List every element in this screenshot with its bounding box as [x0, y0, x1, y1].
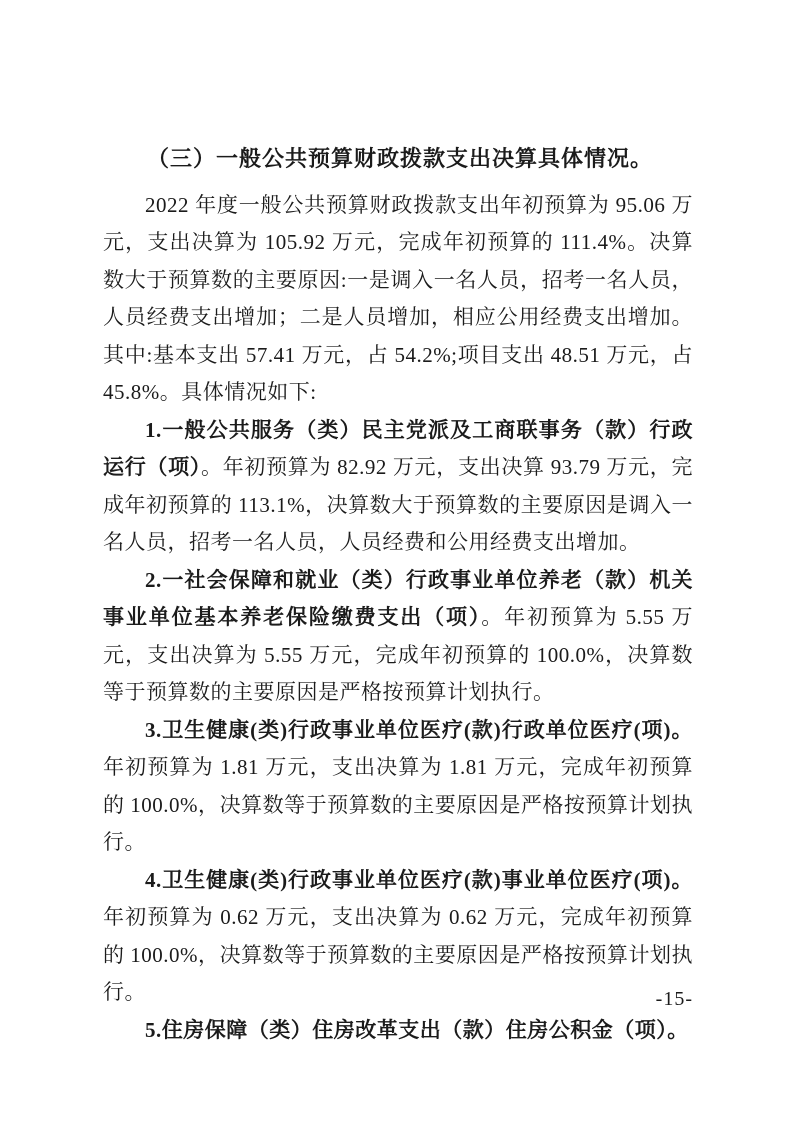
item-number: 3.: [145, 717, 162, 742]
item-title: 一般公共服务（类）民主党派及工商联事务（款）行政运行（项）: [103, 417, 693, 479]
intro-paragraph: 2022 年度一般公共预算财政拨款支出年初预算为 95.06 万元，支出决算为 105.92 万元，完成年初预算的 111.4%。决算数大于预算数的主要原因:一是调入一名人员，招考一名人员，人员经费支出增加；二是人员增加，相应公用经费支出增加。其中:基本支出 57.41 万元，占 54.2%;项目支出 48.51 万元，占 45.8%。具体情况如下:: [103, 192, 693, 404]
item-body: 年初预算为 0.62 万元，支出决算为 0.62 万元，完成年初预算的 100.0%，决算数等于预算数的主要原因是严格按预算计划执行。: [103, 905, 693, 1004]
item-body: 年初预算为 1.81 万元，支出决算为 1.81 万元，完成年初预算的 100.0%，决算数等于预算数的主要原因是严格按预算计划执行。: [103, 755, 693, 854]
item-title: 住房保障（类）住房改革支出（款）住房公积金（项）。: [161, 1017, 689, 1042]
item-title: 卫生健康(类)行政事业单位医疗(款)事业单位医疗(项)。: [161, 867, 693, 892]
item-title: 卫生健康(类)行政事业单位医疗(款)行政单位医疗(项)。: [161, 717, 693, 742]
item-number: 1.: [145, 417, 162, 442]
item-body: 。年初预算为 5.55 万元，支出决算为 5.55 万元，完成年初预算的 100.0%，决算数等于预算数的主要原因是严格按预算计划执行。: [103, 605, 694, 704]
budget-item-1: [103, 412, 693, 562]
budget-item-2: [103, 562, 693, 712]
budget-item-3: [103, 712, 693, 862]
document-body: [103, 140, 693, 1049]
section-heading: （三）一般公共预算财政拨款支出决算具体情况。: [147, 146, 654, 171]
budget-item-5: [103, 1012, 693, 1050]
page-number: -15-: [655, 988, 693, 1010]
budget-item-4: [103, 862, 693, 1012]
item-number: 5.: [145, 1017, 162, 1042]
item-number: 2.: [145, 567, 162, 592]
item-body: 。年初预算为 82.92 万元，支出决算 93.79 万元，完成年初预算的 113.1%，决算数大于预算数的主要原因是调入一名人员，招考一名人员，人员经费和公用经费支出增加。: [103, 455, 693, 554]
item-title: 一社会保障和就业（类）行政事业单位养老（款）机关事业单位基本养老保险缴费支出（项）: [103, 567, 693, 629]
item-number: 4.: [145, 867, 162, 892]
